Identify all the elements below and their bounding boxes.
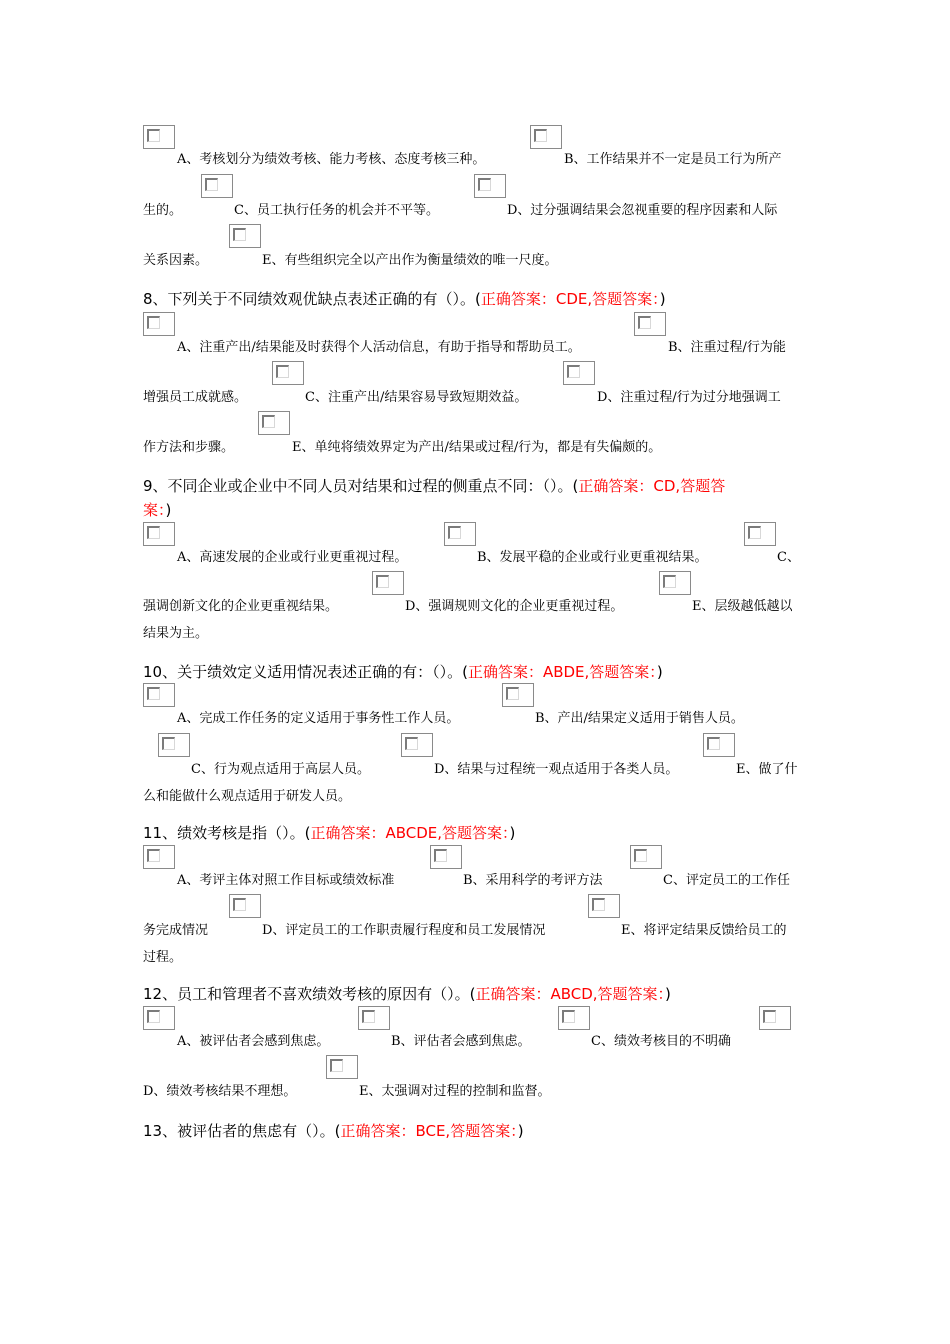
q10-option-e-label-cont: 么和能做什么观点适用于研发人员。	[143, 789, 352, 804]
q8-option-c-label: C、注重产出/结果容易导致短期效益。	[305, 390, 528, 405]
q7-option-d-label-cont: 关系因素。	[143, 253, 209, 268]
q9-question	[143, 476, 725, 496]
q12-question	[143, 984, 671, 1004]
q11-option-b-checkbox[interactable]	[430, 845, 462, 869]
q12-option-c-label: C、绩效考核目的不明确	[591, 1034, 731, 1049]
q9-correct-answer: 正确答案：CD,答题答	[578, 477, 726, 495]
q8-option-d-label-cont: 作方法和步骤。	[143, 440, 235, 455]
q7-option-a-checkbox[interactable]	[143, 125, 175, 149]
q10-close-paren: )	[656, 663, 663, 681]
q8-option-a-label: A、注重产出/结果能及时获得个人活动信息，有助于指导和帮助员工。	[177, 340, 581, 355]
q9-close-paren: )	[165, 501, 172, 519]
q7-option-b-checkbox[interactable]	[530, 125, 562, 149]
q12-option-a-label: A、被评估者会感到焦虑。	[177, 1034, 330, 1049]
q12-option-d-checkbox[interactable]	[759, 1006, 791, 1030]
q11-option-e-label-cont: 过程。	[143, 950, 183, 965]
q11-option-d-checkbox[interactable]	[229, 894, 261, 918]
q10-correct-answer: 正确答案：ABDE,答题答案：	[467, 663, 657, 681]
q7-option-d-label: D、过分强调结果会忽视重要的程序因素和人际	[507, 203, 778, 218]
q10-option-e-checkbox[interactable]	[703, 733, 735, 757]
q8-option-e-label: E、单纯将绩效界定为产出/结果或过程/行为，都是有失偏颇的。	[292, 440, 662, 455]
q7-option-e-checkbox[interactable]	[229, 224, 261, 248]
q8-option-c-checkbox[interactable]	[272, 361, 304, 385]
q13-question-text: 13、被评估者的焦虑有（）。(	[143, 1122, 341, 1140]
q8-correct-answer: 正确答案：CDE,答题答案：	[480, 290, 660, 308]
q11-close-paren: )	[509, 824, 516, 842]
q13-question	[143, 1121, 524, 1141]
q12-option-e-checkbox[interactable]	[326, 1055, 358, 1079]
q8-option-b-label: B、注重过程/行为能	[668, 340, 786, 355]
q12-correct-answer: 正确答案：ABCD,答题答案：	[475, 985, 666, 1003]
q7-option-c-checkbox[interactable]	[201, 174, 233, 198]
q10-option-c-label: C、行为观点适用于高层人员。	[191, 762, 370, 777]
q7-option-b-label: B、工作结果并不一定是员工行为所产	[564, 152, 782, 167]
q9-option-c-checkbox[interactable]	[744, 522, 776, 546]
q12-option-b-checkbox[interactable]	[358, 1006, 390, 1030]
q8-option-a-checkbox[interactable]	[143, 312, 175, 336]
q9-question-cont	[143, 500, 171, 520]
q10-option-b-checkbox[interactable]	[502, 683, 534, 707]
q9-option-b-checkbox[interactable]	[444, 522, 476, 546]
q10-option-a-label: A、完成工作任务的定义适用于事务性工作人员。	[177, 711, 460, 726]
q11-question-text: 11、绩效考核是指（）。(	[143, 824, 311, 842]
q10-option-d-checkbox[interactable]	[401, 733, 433, 757]
q7-option-c-label: C、员工执行任务的机会并不平等。	[234, 203, 439, 218]
q8-option-e-checkbox[interactable]	[258, 411, 290, 435]
q10-option-e-label: E、做了什	[736, 762, 798, 777]
q7-option-b-label-cont: 生的。	[143, 203, 183, 218]
q9-correct-answer-cont: 案：	[143, 501, 166, 519]
q12-option-d-label: D、绩效考核结果不理想。	[143, 1084, 297, 1099]
q8-option-d-label: D、注重过程/行为过分地强调工	[597, 390, 781, 405]
q9-option-d-label: D、强调规则文化的企业更重视过程。	[405, 599, 624, 614]
q11-option-e-label: E、将评定结果反馈给员工的	[621, 923, 787, 938]
q11-question	[143, 823, 515, 843]
q10-question-text: 10、关于绩效定义适用情况表述正确的有：（）。(	[143, 663, 468, 681]
q11-option-a-label: A、考评主体对照工作目标或绩效标准	[177, 873, 395, 888]
q9-option-b-label: B、发展平稳的企业或行业更重视结果。	[477, 550, 708, 565]
q10-option-a-checkbox[interactable]	[143, 683, 175, 707]
q11-option-c-label-cont: 务完成情况	[143, 923, 209, 938]
q7-option-a-label: A、考核划分为绩效考核、能力考核、态度考核三种。	[177, 152, 486, 167]
q10-question	[143, 662, 663, 682]
q11-option-d-label: D、评定员工的工作职责履行程度和员工发展情况	[262, 923, 546, 938]
q13-correct-answer: 正确答案：BCE,答题答案：	[340, 1122, 518, 1140]
q9-option-a-checkbox[interactable]	[143, 522, 175, 546]
q12-question-text: 12、员工和管理者不喜欢绩效考核的原因有（）。(	[143, 985, 476, 1003]
q8-question-text: 8、下列关于不同绩效观优缺点表述正确的有（）。(	[143, 290, 481, 308]
q8-close-paren: )	[659, 290, 666, 308]
q11-option-c-checkbox[interactable]	[630, 845, 662, 869]
q12-option-a-checkbox[interactable]	[143, 1006, 175, 1030]
q12-option-c-checkbox[interactable]	[558, 1006, 590, 1030]
q12-option-e-label: E、太强调对过程的控制和监督。	[359, 1084, 551, 1099]
q12-close-paren: )	[665, 985, 671, 1003]
q8-option-b-label-cont: 增强员工成就感。	[143, 390, 248, 405]
q10-option-c-checkbox[interactable]	[158, 733, 190, 757]
q7-option-e-label: E、有些组织完全以产出作为衡量绩效的唯一尺度。	[262, 253, 558, 268]
q11-option-a-checkbox[interactable]	[143, 845, 175, 869]
q9-option-c-label: C、	[777, 550, 800, 565]
q13-close-paren: )	[517, 1122, 524, 1140]
q11-option-c-label: C、评定员工的工作任	[663, 873, 790, 888]
q7-option-d-checkbox[interactable]	[474, 174, 506, 198]
q10-option-b-label: B、产出/结果定义适用于销售人员。	[535, 711, 744, 726]
q9-option-d-checkbox[interactable]	[372, 571, 404, 595]
q11-correct-answer: 正确答案：ABCDE,答题答案：	[310, 824, 510, 842]
q9-option-e-label-cont: 结果为主。	[143, 626, 209, 641]
q9-option-c-label-cont: 强调创新文化的企业更重视结果。	[143, 599, 339, 614]
q8-option-b-checkbox[interactable]	[634, 312, 666, 336]
q8-question	[143, 289, 666, 309]
q10-option-d-label: D、结果与过程统一观点适用于各类人员。	[434, 762, 679, 777]
q8-option-d-checkbox[interactable]	[563, 361, 595, 385]
q11-option-e-checkbox[interactable]	[588, 894, 620, 918]
q12-option-b-label: B、评估者会感到焦虑。	[391, 1034, 531, 1049]
q9-option-a-label: A、高速发展的企业或行业更重视过程。	[177, 550, 408, 565]
q9-question-text: 9、不同企业或企业中不同人员对结果和过程的侧重点不同：（）。(	[143, 477, 579, 495]
q9-option-e-label: E、层级越低越以	[692, 599, 793, 614]
q11-option-b-label: B、采用科学的考评方法	[463, 873, 603, 888]
q9-option-e-checkbox[interactable]	[659, 571, 691, 595]
